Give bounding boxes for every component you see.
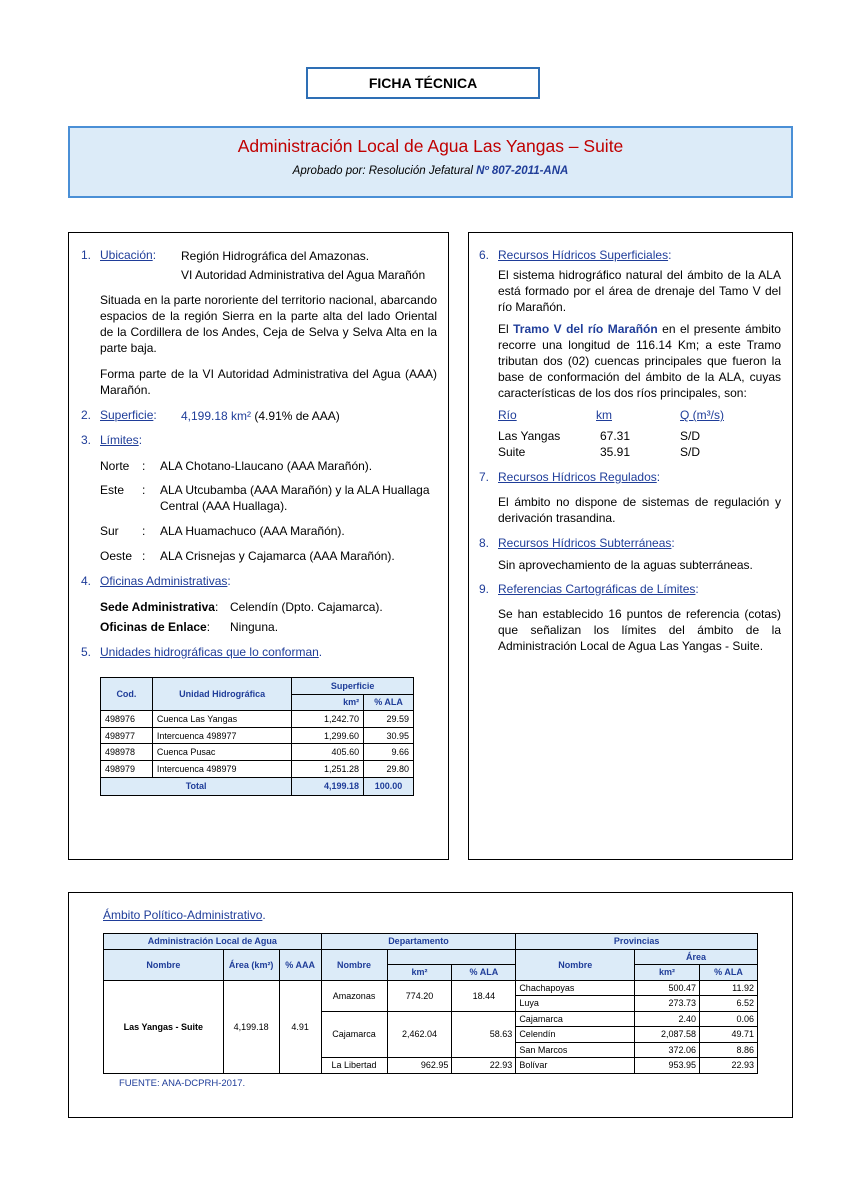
river-km: 35.91	[600, 445, 631, 459]
th-ala: Administración Local de Agua	[104, 934, 322, 950]
cell-km2: 1,251.28	[292, 760, 364, 777]
th-ala-area: Área (km²)	[223, 949, 279, 980]
th-unidad: Unidad Hidrográfica	[152, 678, 291, 711]
col-q: Q (m³/s)	[680, 408, 724, 422]
s5-label: Unidades hidrográficas que lo conforman	[100, 645, 319, 659]
sede-value: Celendín (Dpto. Cajamarca).	[230, 600, 383, 614]
col-rio: Río	[498, 408, 517, 422]
s3-heading	[100, 433, 142, 447]
s8-text: Sin aprovechamiento de la aguas subterráneas.	[498, 558, 753, 572]
s9-heading	[498, 582, 699, 596]
prov-pct: 11.92	[700, 980, 758, 996]
cell-name: Intercuenca 498979	[152, 760, 291, 777]
th-prov-area: Área	[635, 949, 758, 965]
s6-para2-c: en el presente ámbito recorre una longitud de 116.14 Km; a este Tramo tributan dos (02) cuencas principales que fueron la base de conformación del ámbito de la ALA, cuyas características de los dos ríos principales, son:	[498, 322, 781, 400]
s7-colon: :	[656, 470, 661, 484]
s9-label: Referencias Cartográficas de Límites	[498, 582, 696, 596]
sede-label: Sede Administrativa:	[100, 600, 219, 614]
prov-pct: 6.52	[700, 996, 758, 1012]
river-km: 67.31	[600, 429, 631, 443]
table-row	[101, 744, 414, 761]
total-pct: 100.00	[364, 777, 414, 795]
cell-km2: 405.60	[292, 744, 364, 761]
th-cod: Cod.	[101, 678, 153, 711]
s4-colon: :	[227, 574, 231, 588]
th-depto: Departamento	[321, 934, 516, 950]
s8-colon: :	[671, 536, 675, 550]
cell-cod: 498978	[101, 744, 153, 761]
s2-label: Superficie	[100, 408, 154, 422]
th-dep-nombre: Nombre	[321, 949, 387, 980]
s6-num: 6.	[479, 248, 490, 262]
s2-pct: (4.91% de AAA)	[254, 409, 340, 423]
cell-km2: 1,242.70	[292, 711, 364, 728]
s3-num: 3.	[81, 433, 92, 447]
prov-name: Celendín	[516, 1027, 635, 1043]
prov-name: Luya	[516, 996, 635, 1012]
prov-name: Cajamarca	[516, 1011, 635, 1027]
s9-num: 9.	[479, 582, 490, 596]
dep-lalibertad: La Libertad	[321, 1058, 387, 1074]
cell-cod: 498976	[101, 711, 153, 728]
s6-para1: El sistema hidrográfico natural del ámbito de la ALA está formado por el área de drenaje del Tamo V del río Marañón.	[498, 268, 781, 314]
prov-km2: 953.95	[635, 1058, 700, 1074]
s8-heading	[498, 536, 675, 550]
page-title: Administración Local de Agua Las Yangas – Suite	[237, 136, 624, 156]
cell-name: Intercuenca 498977	[152, 727, 291, 744]
cell-pct: 29.80	[364, 760, 414, 777]
ambito-label: Ámbito Político-Administrativo	[103, 908, 263, 922]
s3-label: Límites	[100, 433, 139, 447]
s4-heading	[100, 574, 231, 588]
total-row	[101, 777, 414, 795]
cell-km2: 1,299.60	[292, 727, 364, 744]
ala-pct: 4.91	[279, 980, 321, 1073]
dep-amazonas-km2: 774.20	[387, 980, 452, 1011]
th-superficie: Superficie	[292, 678, 414, 695]
limit-sep-sur: :	[142, 524, 146, 538]
s1-colon: :	[152, 248, 157, 262]
limit-sep-este: :	[142, 483, 146, 497]
s1-para2: Forma parte de la VI Autoridad Administrativa del Agua (AAA) Marañón.	[100, 367, 437, 397]
th-prov-km2: km²	[635, 965, 700, 981]
s9-colon: :	[695, 582, 699, 596]
dep-lalibertad-km2: 962.95	[387, 1058, 452, 1074]
cell-pct: 30.95	[364, 727, 414, 744]
river-q: S/D	[680, 429, 701, 443]
th-dep-blank	[387, 949, 516, 965]
limit-sep-norte: :	[142, 459, 146, 473]
ala-name: Las Yangas - Suite	[104, 980, 224, 1073]
limit-text-oeste: ALA Crisnejas y Cajamarca (AAA Marañón).	[160, 549, 395, 563]
s1-heading	[100, 248, 156, 262]
th-dep-pct: % ALA	[452, 965, 516, 981]
s8-label: Recursos Hídricos Subterráneas	[498, 536, 672, 550]
prov-pct: 22.93	[700, 1058, 758, 1074]
prov-km2: 500.47	[635, 980, 700, 996]
s1-num: 1.	[81, 248, 92, 262]
river-q: S/D	[680, 445, 701, 459]
total-km2: 4,199.18	[292, 777, 364, 795]
prov-km2: 273.73	[635, 996, 700, 1012]
cell-name: Cuenca Pusac	[152, 744, 291, 761]
prov-name: Chachapoyas	[516, 980, 635, 996]
header-box	[68, 126, 793, 198]
total-label: Total	[101, 777, 292, 795]
prov-name: San Marcos	[516, 1042, 635, 1058]
limit-dir-oeste: Oeste	[100, 549, 133, 563]
s6-heading	[498, 248, 671, 262]
s1-line2: VI Autoridad Administrativa del Agua Marañón	[181, 268, 426, 282]
s8-num: 8.	[479, 536, 490, 550]
cell-pct: 9.66	[364, 744, 414, 761]
s1-label: Ubicación	[100, 248, 153, 262]
th-pct-ala: % ALA	[364, 694, 414, 711]
s2-value: 4,199.18 km²	[181, 409, 252, 423]
th-prov-pct: % ALA	[700, 965, 758, 981]
table-row	[101, 727, 414, 744]
ala-area: 4,199.18	[223, 980, 279, 1073]
limit-text-sur: ALA Huamachuco (AAA Marañón).	[160, 524, 345, 538]
table-row	[101, 711, 414, 728]
s2-heading	[100, 408, 157, 422]
ambito-heading	[103, 908, 266, 922]
s5-dot: .	[318, 645, 323, 659]
river-name: Suite	[498, 445, 526, 459]
s2-num: 2.	[81, 408, 92, 422]
limit-dir-este: Este	[100, 483, 125, 497]
th-ala-nombre: Nombre	[104, 949, 224, 980]
ambito-dot: .	[262, 908, 266, 922]
dep-amazonas: Amazonas	[321, 980, 387, 1011]
limit-text-norte: ALA Chotano-Llaucano (AAA Marañón).	[160, 459, 373, 473]
prov-pct: 8.86	[700, 1042, 758, 1058]
s6-colon: :	[668, 248, 672, 262]
s1-para1: Situada en la parte nororiente del territorio nacional, abarcando espacios de la región Sierra en la parte alta del lado Oriental de la Cordillera de los Andes, Ceja de Selva y Selva Alta en la parte baja.	[100, 293, 437, 355]
cell-pct: 29.59	[364, 711, 414, 728]
limit-sep-oeste: :	[142, 549, 146, 563]
s4-label: Oficinas Administrativas	[100, 574, 228, 588]
s7-label: Recursos Hídricos Regulados	[498, 470, 657, 484]
th-ala-pct: % AAA	[279, 949, 321, 980]
prov-pct: 49.71	[700, 1027, 758, 1043]
approval-line	[70, 165, 791, 177]
ficha-title: FICHA TÉCNICA	[306, 67, 540, 99]
th-dep-km2: km²	[387, 965, 452, 981]
dep-cajamarca-km2: 2,462.04	[387, 1011, 452, 1058]
limit-text-este: ALA Utcubamba (AAA Marañón) y la ALA Huallaga Central (AAA Huallaga).	[160, 483, 430, 513]
s2-value-line	[181, 408, 340, 424]
cell-cod: 498979	[101, 760, 153, 777]
s6-label: Recursos Hídricos Superficiales	[498, 248, 669, 262]
limit-dir-norte: Norte	[100, 459, 130, 473]
fuente: FUENTE: ANA-DCPRH-2017.	[119, 1078, 246, 1089]
prov-km2: 372.06	[635, 1042, 700, 1058]
th-prov: Provincias	[516, 934, 758, 950]
dep-lalibertad-pct: 22.93	[452, 1058, 516, 1074]
approval-prefix: Aprobado por: Resolución Jefatural	[292, 165, 477, 177]
limit-dir-sur: Sur	[100, 524, 119, 538]
prov-pct: 0.06	[700, 1011, 758, 1027]
col-km: km	[596, 408, 612, 422]
s1-line1: Región Hidrográfica del Amazonas.	[181, 249, 370, 263]
s2-colon: :	[153, 408, 157, 422]
cell-name: Cuenca Las Yangas	[152, 711, 291, 728]
s3-colon: :	[138, 433, 143, 447]
s5-heading	[100, 645, 322, 659]
table-row	[101, 760, 414, 777]
prov-km2: 2.40	[635, 1011, 700, 1027]
s7-heading	[498, 470, 660, 484]
approval-number: Nº 807-2011-ANA	[476, 165, 569, 177]
dep-cajamarca-pct: 58.63	[452, 1011, 516, 1058]
th-prov-nombre: Nombre	[516, 949, 635, 980]
s6-para2-b: Tramo V del río Marañón	[513, 322, 658, 336]
prov-name: Bolívar	[516, 1058, 635, 1074]
dep-cajamarca: Cajamarca	[321, 1011, 387, 1058]
prov-km2: 2,087.58	[635, 1027, 700, 1043]
th-km2: km²	[292, 694, 364, 711]
s6-para2	[498, 321, 781, 401]
cell-cod: 498977	[101, 727, 153, 744]
sede-label-text: Sede Administrativa	[100, 600, 215, 614]
s9-text: Se han establecido 16 puntos de referencia (cotas) que señalizan los límites del ámbito de la Administración Local de Agua Las Yangas - Suite.	[498, 607, 781, 653]
river-name: Las Yangas	[498, 429, 561, 443]
enlace-value: Ninguna.	[230, 620, 279, 634]
enlace-label: Oficinas de Enlace:	[100, 620, 211, 634]
enlace-label-text: Oficinas de Enlace	[100, 620, 207, 634]
s4-num: 4.	[81, 574, 92, 588]
s7-num: 7.	[479, 470, 490, 484]
s6-para2-a: El	[498, 322, 514, 336]
s5-num: 5.	[81, 645, 92, 659]
dep-amazonas-pct: 18.44	[452, 980, 516, 1011]
unidades-table	[100, 677, 414, 796]
s7-text: El ámbito no dispone de sistemas de regulación y derivación trasandina.	[498, 495, 781, 525]
ambito-table	[103, 933, 758, 1074]
